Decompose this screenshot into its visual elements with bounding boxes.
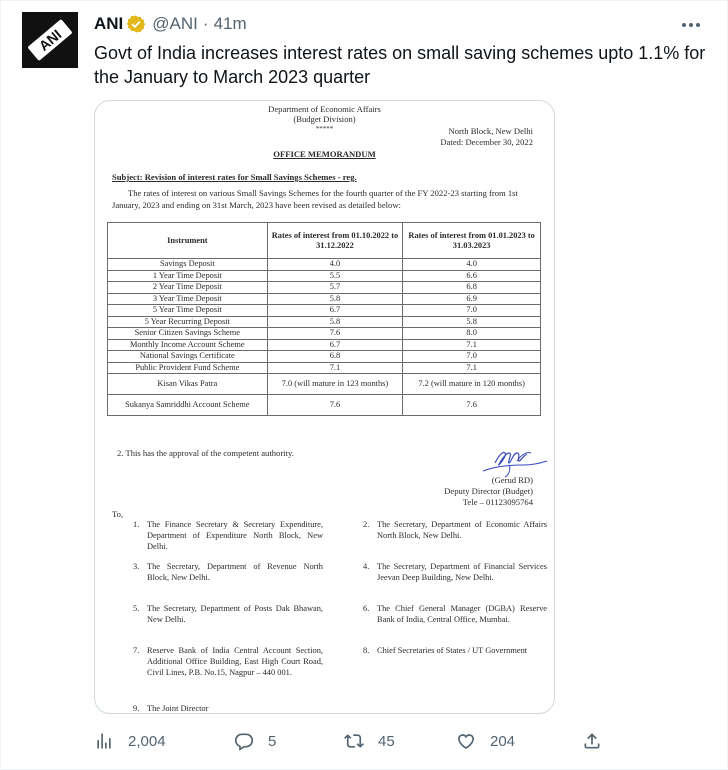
table-row	[108, 316, 541, 328]
ani-logo-icon	[22, 12, 78, 68]
views-button[interactable]	[94, 729, 166, 753]
memo-body: The rates of interest on various Small Savings Schemes for the fourth quarter of the FY 2022-23 starting from 1st January, 2023 and ending on 31st March, 2023 have been revised as detailed below:	[112, 188, 518, 210]
table-row	[108, 270, 541, 282]
instrument-cell: 3 Year Time Deposit	[108, 293, 268, 305]
header-rate-old: Rates of interest from 01.10.2022 to 31.12.2022	[267, 223, 403, 259]
retweet-icon	[344, 731, 364, 751]
verified-badge-icon	[126, 14, 146, 34]
memo-division: (Budget Division)	[293, 114, 356, 124]
rate-new-cell: 6.8	[403, 282, 541, 294]
rate-new-cell: 7.2 (will mature in 120 months)	[403, 374, 541, 395]
table-row	[108, 374, 541, 395]
signer-tele: Tele – 01123095764	[462, 497, 533, 507]
memo-department: Department of Economic Affairs	[268, 104, 381, 114]
signer-name: (Gerud RD)	[491, 475, 533, 485]
rate-old-cell: 5.7	[267, 282, 403, 294]
rate-new-cell: 7.6	[403, 395, 541, 416]
tweet-actions	[94, 729, 614, 753]
rate-old-cell: 5.8	[267, 316, 403, 328]
rate-new-cell: 7.0	[403, 351, 541, 363]
instrument-cell: Senior Citizen Savings Scheme	[108, 328, 268, 340]
table-row	[108, 351, 541, 363]
header-instrument: Instrument	[108, 223, 268, 259]
table-row	[108, 328, 541, 340]
views-count: 2,004	[128, 732, 166, 750]
memo-subject: Subject: Revision of interest rates for Small Savings Schemes - reg.	[112, 172, 357, 182]
memo-to: To,	[112, 509, 124, 519]
rate-new-cell: 7.0	[403, 305, 541, 317]
author-handle[interactable]: @ANI	[152, 14, 198, 33]
avatar-logo-text: ANI	[35, 26, 65, 54]
table-row	[108, 362, 541, 374]
recipient-9: 9. The Joint Director	[133, 704, 209, 713]
views-icon	[94, 731, 114, 751]
more-icon[interactable]	[679, 15, 703, 35]
share-icon	[582, 731, 602, 751]
instrument-cell: Public Provident Fund Scheme	[108, 362, 268, 374]
recipient-2: 2. The Secretary, Department of Economic Affairs North Block, New Delhi.	[363, 520, 547, 540]
reply-count: 5	[268, 732, 277, 750]
tweet-header	[94, 13, 247, 35]
tweet-media-image[interactable]	[94, 100, 555, 714]
retweet-button[interactable]	[344, 729, 395, 753]
rate-new-cell: 6.6	[403, 270, 541, 282]
instrument-cell: Savings Deposit	[108, 259, 268, 271]
memo-stars: *****	[315, 125, 334, 133]
rate-old-cell: 7.0 (will mature in 123 months)	[267, 374, 403, 395]
like-count: 204	[490, 732, 516, 750]
instrument-cell: National Savings Certificate	[108, 351, 268, 363]
recipient-4: 4. The Secretary, Department of Financial Services Jeevan Deep Building, New Delhi.	[363, 562, 547, 582]
table-row	[108, 293, 541, 305]
memo-approval: 2. This has the approval of the competent authority.	[117, 448, 294, 458]
avatar[interactable]	[22, 12, 78, 68]
rate-old-cell: 4.0	[267, 259, 403, 271]
instrument-cell: 5 Year Recurring Deposit	[108, 316, 268, 328]
rate-old-cell: 5.5	[267, 270, 403, 282]
recipient-5: 5. The Secretary, Department of Posts Dak Bhawan, New Delhi.	[133, 604, 323, 624]
office-memorandum-document	[95, 101, 554, 713]
instrument-cell: Monthly Income Account Scheme	[108, 339, 268, 351]
memo-date: Dated: December 30, 2022	[440, 137, 533, 147]
timestamp[interactable]: 41m	[213, 14, 247, 33]
recipient-6: 6. The Chief General Manager (DGBA) Reserve Bank of India, Central Office, Mumbai.	[363, 604, 547, 624]
instrument-cell: Sukanya Samriddhi Account Scheme	[108, 395, 268, 416]
instrument-cell: 2 Year Time Deposit	[108, 282, 268, 294]
rate-old-cell: 6.7	[267, 339, 403, 351]
recipient-7: 7. Reserve Bank of India Central Account Section, Additional Office Building, East High Court Road, Civil Lines, P.B. No.15, Nagpur – 440 001.	[133, 646, 323, 677]
recipient-8: 8. Chief Secretaries of States / UT Government	[363, 646, 528, 655]
tweet-text: Govt of India increases interest rates on small saving schemes upto 1.1% for the January to March 2023 quarter	[94, 43, 706, 87]
signer-title: Deputy Director (Budget)	[444, 486, 533, 496]
recipient-1: 1. The Finance Secretary & Secretary Expenditure, Department of Expenditure North Block, New Delhi.	[133, 520, 323, 551]
rate-old-cell: 7.6	[267, 395, 403, 416]
author-name[interactable]: ANI	[94, 14, 124, 33]
instrument-cell: Kisan Vikas Patra	[108, 374, 268, 395]
table-row	[108, 305, 541, 317]
rates-table	[107, 222, 541, 416]
share-button[interactable]	[582, 729, 602, 753]
rate-old-cell: 6.7	[267, 305, 403, 317]
table-row	[108, 282, 541, 294]
memo-location: North Block, New Delhi	[448, 126, 533, 136]
rate-old-cell: 7.1	[267, 362, 403, 374]
rate-old-cell: 7.6	[267, 328, 403, 340]
rate-new-cell: 6.9	[403, 293, 541, 305]
rate-old-cell: 6.8	[267, 351, 403, 363]
table-row	[108, 395, 541, 416]
reply-icon	[234, 731, 254, 751]
rate-new-cell: 4.0	[403, 259, 541, 271]
rate-old-cell: 5.8	[267, 293, 403, 305]
table-row	[108, 339, 541, 351]
instrument-cell: 5 Year Time Deposit	[108, 305, 268, 317]
rate-new-cell: 8.0	[403, 328, 541, 340]
rate-new-cell: 7.1	[403, 339, 541, 351]
table-row	[108, 259, 541, 271]
instrument-cell: 1 Year Time Deposit	[108, 270, 268, 282]
reply-button[interactable]	[234, 729, 276, 753]
header-rate-new: Rates of interest from 01.01.2023 to 31.03.2023	[403, 223, 541, 259]
like-icon	[456, 731, 476, 751]
retweet-count: 45	[378, 732, 395, 750]
separator-dot: ·	[202, 14, 209, 33]
memo-title: OFFICE MEMORANDUM	[273, 149, 376, 159]
rates-table-header	[108, 223, 541, 259]
rate-new-cell: 7.1	[403, 362, 541, 374]
like-button[interactable]	[456, 729, 515, 753]
recipient-3: 3. The Secretary, Department of Revenue North Block, New Delhi.	[133, 562, 323, 582]
rate-new-cell: 5.8	[403, 316, 541, 328]
